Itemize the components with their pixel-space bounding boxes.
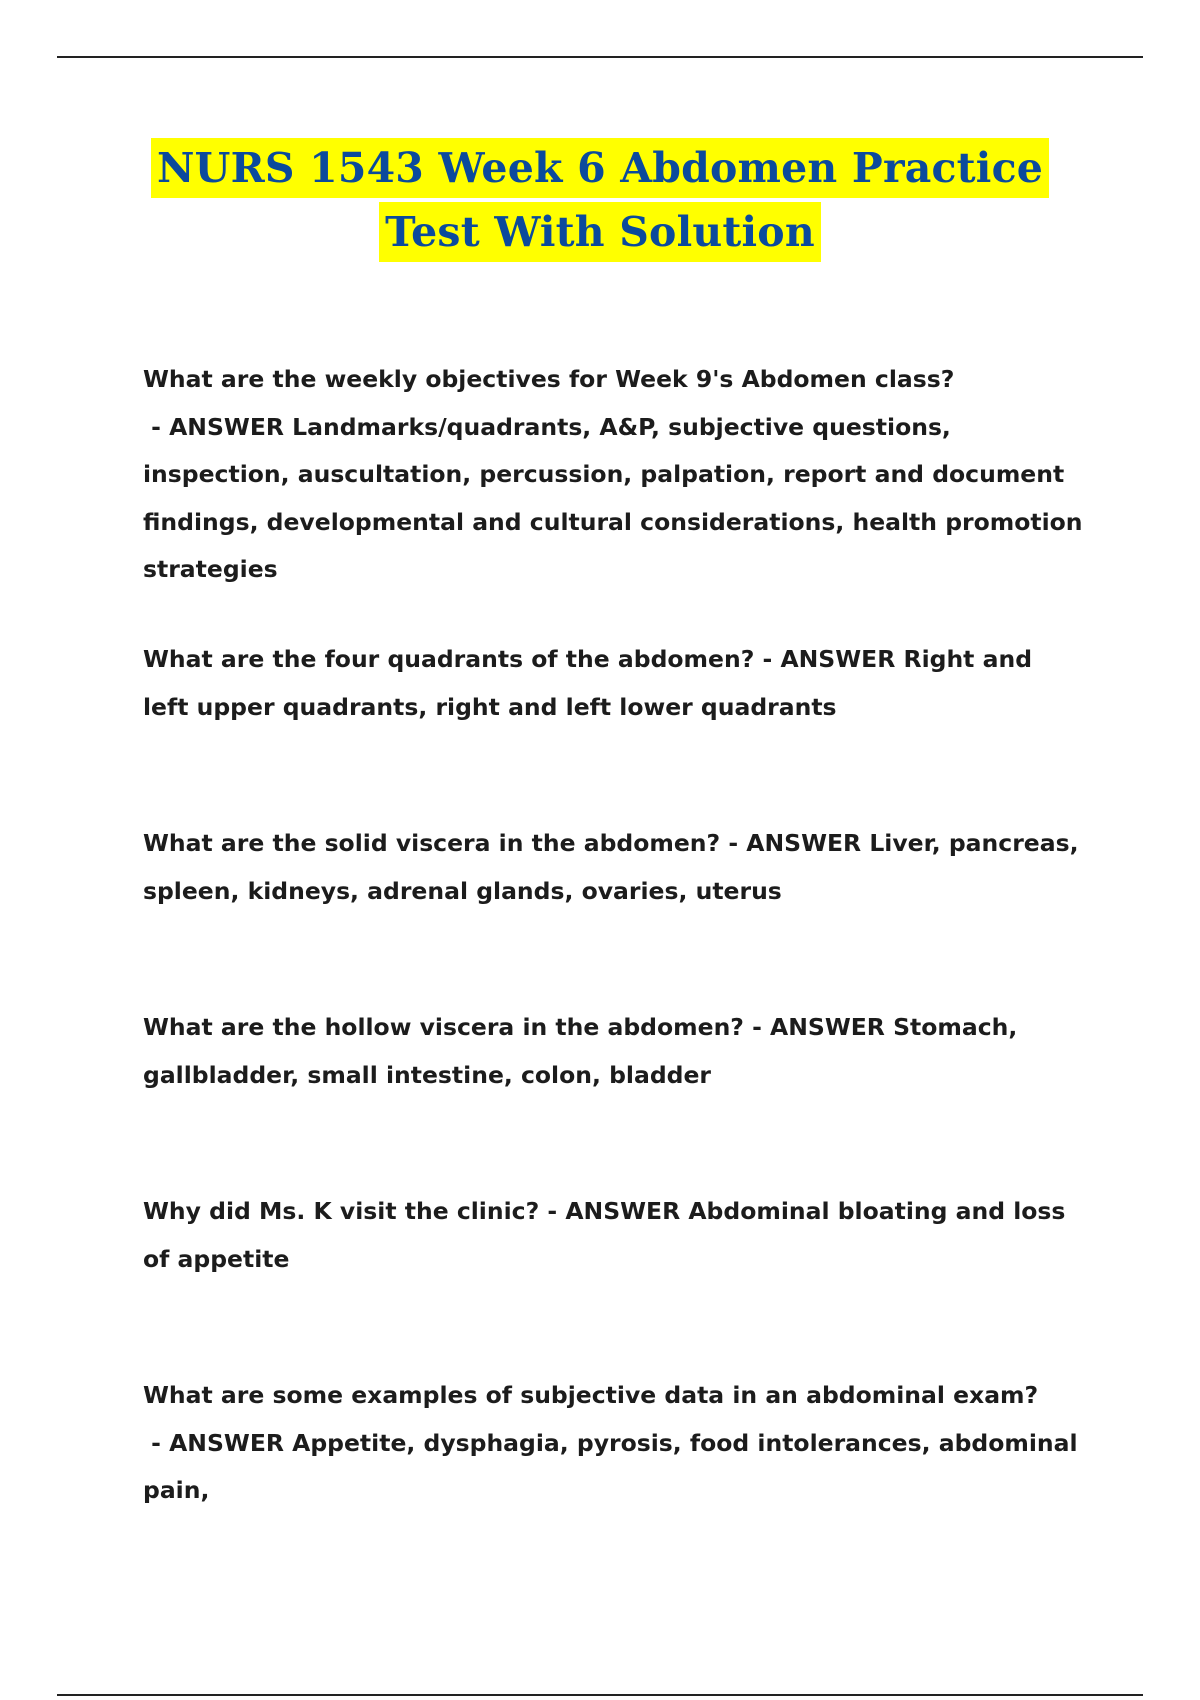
question-text: What are the four quadrants of the abdomen?: [143, 645, 755, 673]
answer-text: Appetite, dysphagia, pyrosis, food intolerances, abdominal pain,: [143, 1428, 1078, 1504]
answer-separator: - ANSWER: [539, 1197, 689, 1225]
title-line-2: Test With Solution: [379, 202, 821, 262]
qa-item: [143, 636, 1083, 731]
answer-text: Right and left upper quadrants, right and left lower quadrants: [143, 645, 1033, 721]
qa-item: [143, 820, 1083, 915]
qa-item: [143, 1188, 1083, 1283]
answer-text: Stomach, gallbladder, small intestine, colon, bladder: [143, 1013, 1018, 1089]
title-line-1: NURS 1543 Week 6 Abdomen Practice: [151, 138, 1049, 198]
top-divider: [57, 56, 1143, 58]
question-text: What are some examples of subjective data in an abdominal exam?: [143, 1381, 1039, 1409]
question-text: What are the hollow viscera in the abdomen?: [143, 1013, 744, 1041]
answer-separator: - ANSWER: [720, 829, 870, 857]
answer-text: Liver, pancreas, spleen, kidneys, adrenal glands, ovaries, uterus: [143, 829, 1079, 905]
qa-item: [143, 356, 1083, 594]
qa-item: [143, 1372, 1083, 1515]
question-text: What are the solid viscera in the abdomen?: [143, 829, 721, 857]
answer-separator: - ANSWER: [754, 645, 904, 673]
answer-separator: - ANSWER: [143, 412, 293, 441]
answer-separator: - ANSWER: [743, 1013, 894, 1041]
question-text: Why did Ms. K visit the clinic?: [143, 1197, 540, 1225]
answer-text: Abdominal bloating and loss of appetite: [143, 1197, 1066, 1273]
document-title: [0, 138, 1200, 266]
answer-text: Landmarks/quadrants, A&P, subjective questions, inspection, auscultation, percussion, palpation, report and document findings, developmental and cultural considerations, health promotion strategies: [143, 412, 1083, 583]
question-text: What are the weekly objectives for Week 9's Abdomen class?: [143, 365, 955, 393]
qa-item: [143, 1004, 1083, 1099]
bottom-divider: [57, 1694, 1143, 1696]
answer-separator: - ANSWER: [143, 1428, 293, 1457]
